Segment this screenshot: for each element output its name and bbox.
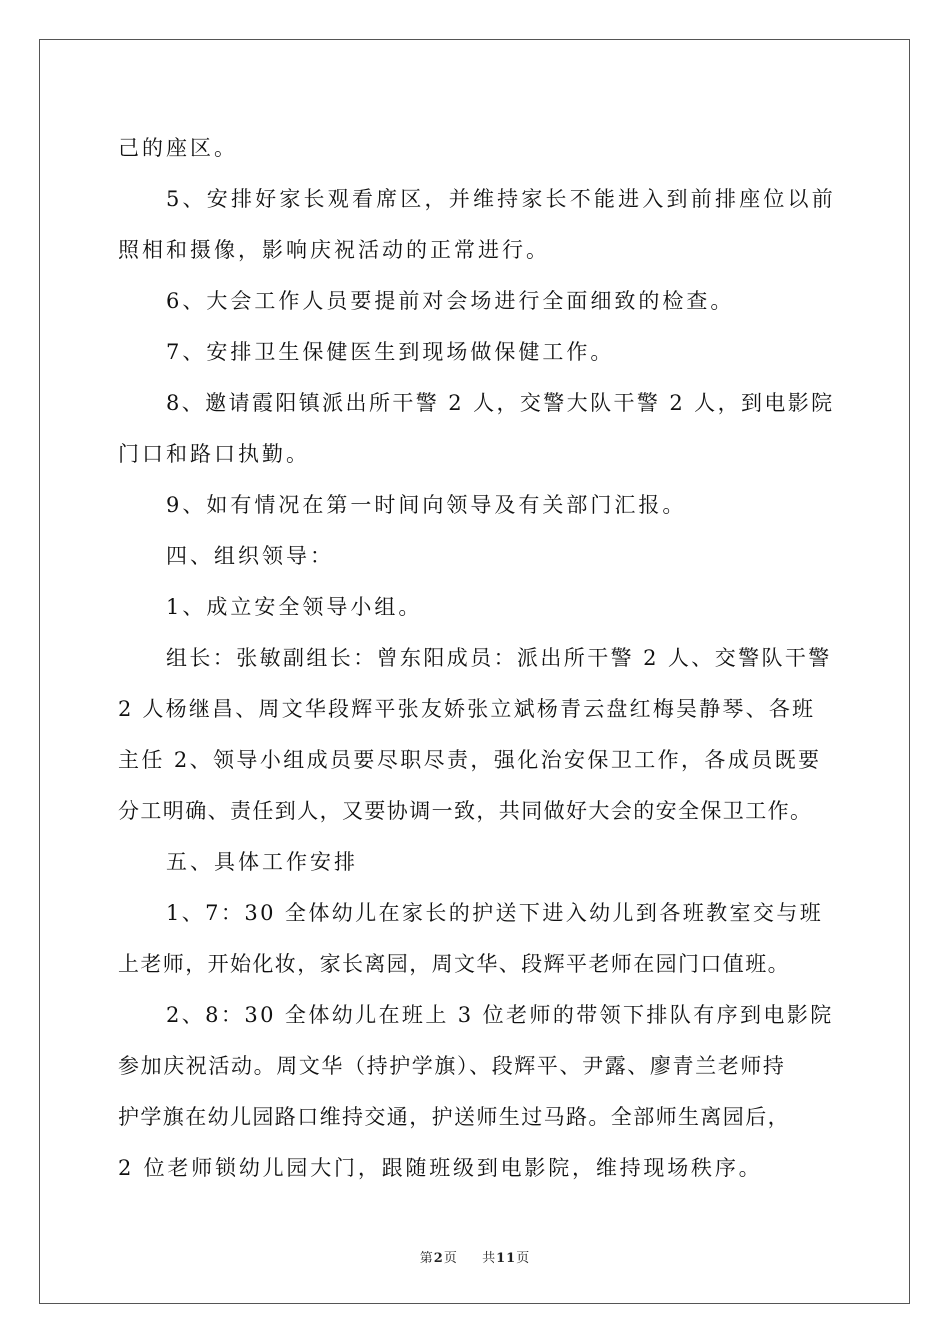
text-line: 1、成立安全领导小组。 <box>166 595 423 619</box>
text-line: 己的座区。 <box>118 136 238 160</box>
text-line: 2 位老师锁幼儿园大门，跟随班级到电影院，维持现场秩序。 <box>118 1156 763 1180</box>
text-line: 四、组织领导： <box>166 544 334 568</box>
text-line: 护学旗在幼儿园路口维持交通，护送师生过马路。全部师生离园后， <box>118 1105 790 1129</box>
text-line: 参加庆祝活动。周文华（持护学旗）、段辉平、尹露、廖青兰老师持 <box>118 1054 786 1078</box>
text-line: 照相和摄像，影响庆祝活动的正常进行。 <box>118 238 550 262</box>
text-line: 2 人杨继昌、周文华段辉平张友娇张立斌杨青云盘红梅吴静琴、各班 <box>118 697 816 721</box>
page-prefix: 第 <box>419 1251 434 1266</box>
text-line: 门口和路口执勤。 <box>118 442 310 466</box>
total-prefix: 共 <box>482 1251 497 1266</box>
page-suffix: 页 <box>443 1251 458 1266</box>
total-pages: 11 <box>496 1251 517 1266</box>
text-line: 5、安排好家长观看席区，并维持家长不能进入到前排座位以前 <box>166 187 836 211</box>
text-line: 五、具体工作安排 <box>166 850 358 874</box>
page-footer <box>0 1247 950 1266</box>
total-suffix: 页 <box>516 1251 531 1266</box>
text-line: 9、如有情况在第一时间向领导及有关部门汇报。 <box>166 493 687 517</box>
text-line: 7、安排卫生保健医生到现场做保健工作。 <box>166 340 615 364</box>
text-line: 分工明确、责任到人，又要协调一致，共同做好大会的安全保卫工作。 <box>118 799 813 823</box>
text-line: 主任 2、领导小组成员要尽职尽责，强化治安保卫工作，各成员既要 <box>118 748 822 772</box>
text-line: 8、邀请霞阳镇派出所干警 2 人，交警大队干警 2 人，到电影院 <box>166 391 835 415</box>
page-number: 2 <box>433 1251 444 1266</box>
text-line: 6、大会工作人员要提前对会场进行全面细致的检查。 <box>166 289 735 313</box>
text-line: 2、8：30 全体幼儿在班上 3 位老师的带领下排队有序到电影院 <box>166 1003 834 1027</box>
text-line: 组长：张敏副组长：曾东阳成员：派出所干警 2 人、交警队干警 <box>166 646 832 670</box>
text-line: 1、7：30 全体幼儿在家长的护送下进入幼儿到各班教室交与班 <box>166 901 824 925</box>
text-line: 上老师，开始化妆，家长离园，周文华、段辉平老师在园门口值班。 <box>118 952 790 976</box>
